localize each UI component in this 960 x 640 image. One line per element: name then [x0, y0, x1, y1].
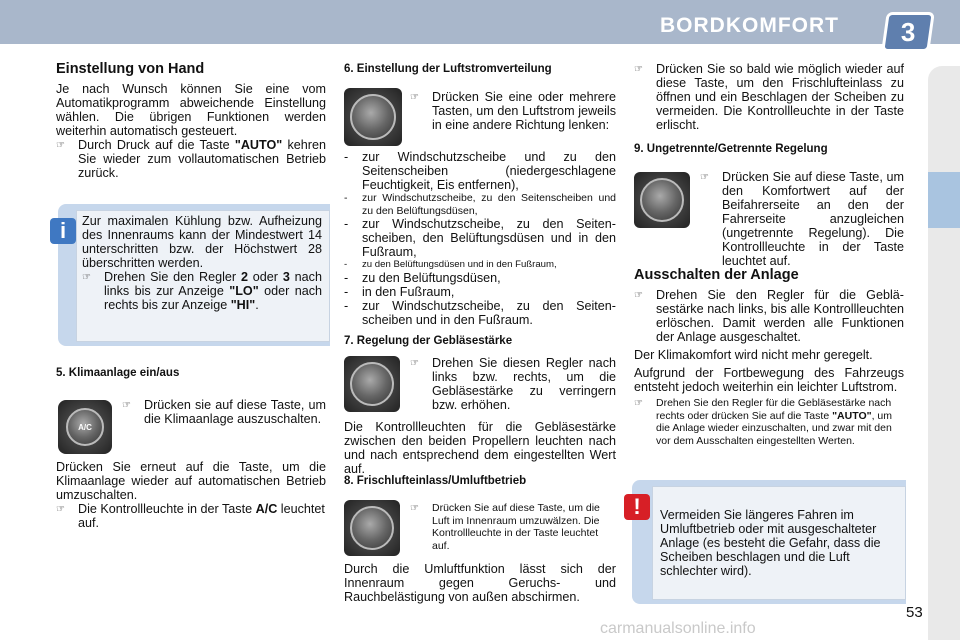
dual-zone-knob-icon [640, 178, 684, 222]
pointing-hand-icon: ☞ [56, 140, 65, 151]
section-6-title: 6. Einstellung der Luftstromverteilung [344, 63, 552, 75]
fan-knob-icon [350, 362, 394, 406]
pointing-hand-icon: ☞ [82, 272, 91, 283]
intro-paragraph: Je nach Wunsch können Sie eine vom Automatikprogramm abweichende Einstellung wählen. Die übrigen Funktionen werden weiterhin automatisch gesteuert. [56, 82, 326, 138]
section-off: Ausschalten der Anlage ☞ Drehen Sie den Regler für die Gebläsestärke nach links, bis alle Kontrollleuchten erlöschen. Damit werden alle Funktionen der Anlage ausgeschaltet. Der Klimakomfort wird nicht mehr geregelt. Aufgrund der Fortbewegung des Fahrzeugs entsteht jedoch weiterhin ein leichter Luftstrom. ☞ Drehen Sie den Regler für die Gebläsestärke nach rechts oder drücken Sie auf die Taste "AUTO", um die Anlage wieder einzuschalten, und zwar mit den vor dem Ausschalten eingestellten Werten. [634, 267, 904, 447]
pointing-hand-icon: ☞ [410, 503, 419, 514]
side-tab-active [928, 172, 960, 228]
section-8-bullet: ☞ Drücken Sie auf diese Taste, um die Luft im Innenraum umzuwälzen. Die Kontrollleuchte in der Taste leuchtet auf. [410, 502, 600, 552]
warning-icon: ! [624, 494, 650, 520]
pointing-hand-icon: ☞ [634, 398, 643, 409]
page-number: 53 [906, 604, 923, 621]
section-6 [344, 62, 616, 76]
page-title: BORDKOMFORT [660, 14, 839, 37]
warning-content [660, 508, 900, 578]
section-8-continued: ☞ Drücken Sie so bald wie möglich wieder auf diese Taste, um den Frischlufteinlass zu öffnen und ein Beschlagen der Scheiben zu vermeiden. Die Kontrollleuchte in der Taste erlischt. [634, 62, 904, 132]
section-5-title: 5. Klimaanlage ein/aus [56, 367, 180, 379]
section-off-heading: Ausschalten der Anlage [634, 267, 799, 283]
watermark: carmanualsonline.info [600, 620, 756, 637]
section-8-text: Durch die Umluftfunktion lässt sich der Innenraum gegen Geruchs- und Rauchbelästigung von außen abschirmen. [344, 562, 616, 604]
section-9-bullet: ☞ Drücken Sie auf diese Taste, um den Komfortwert auf der Beifahrerseite an den der Fahrerseite anzugleichen (ungetrennte Regelung). Die Kontrollleuchte in der Taste leuchtet auf. [700, 170, 904, 268]
pointing-hand-icon: ☞ [634, 290, 643, 301]
pointing-hand-icon: ☞ [122, 400, 131, 411]
list-item: - zur Windschutzscheibe, zu den Seitenscheiben und zu den Belüftungsdüsen, [344, 192, 616, 217]
pointing-hand-icon: ☞ [700, 172, 709, 183]
pointing-hand-icon: ☞ [634, 64, 643, 75]
recirculation-button-icon [350, 506, 394, 550]
section-5-bullet: ☞ Drücken sie auf diese Taste, um die Klimaanlage auszuschalten. [122, 398, 326, 426]
pointing-hand-icon: ☞ [56, 504, 65, 515]
list-item: - zu den Belüftungsdüsen, [344, 271, 501, 285]
bullet-auto: ☞ Durch Druck auf die Taste "AUTO" kehren Sie wieder zum vollautomatischen Betrieb zurück. [56, 138, 326, 180]
chapter-number: 3 [900, 16, 916, 47]
info-bullet: ☞ Drehen Sie den Regler 2 oder 3 nach links bis zur Anzeige "LO" oder nach rechts bis zur Anzeige "HI". [82, 270, 322, 312]
section-heading-manual: Einstellung von Hand [56, 61, 205, 77]
info-text: Zur maximalen Kühlung bzw. Aufheizung des Innenraums kann der Mindestwert 14 unterschritten bzw. der Höchstwert 28 überschritten werden. [82, 214, 322, 270]
air-distribution-knob-icon [350, 94, 396, 140]
column-1 [56, 62, 326, 180]
warning-text: Vermeiden Sie längeres Fahren im Umluftbetrieb oder mit ausgeschalteter Anlage (es besteht die Gefahr, dass die Scheiben beschlagen und die Luft schlechter wird). [660, 508, 881, 578]
side-tab-strip [928, 66, 960, 640]
pointing-hand-icon: ☞ [410, 92, 419, 103]
list-item: - in den Fußraum, [344, 285, 455, 299]
pointing-hand-icon: ☞ [410, 358, 419, 369]
list-item: - zur Windschutzscheibe und zu den Seitenscheiben (niedergeschlagene Feuchtigkeit, Eis entfernen), [344, 150, 616, 192]
section-9-title: 9. Ungetrennte/Getrennte Regelung [634, 143, 828, 155]
list-item: - zur Windschutzscheibe, zu den Seitenscheiben und in den Fußraum. [344, 299, 616, 327]
info-icon: i [50, 218, 76, 244]
section-8-title: 8. Frischlufteinlass/Umluftbetrieb [344, 475, 527, 487]
section-6-list [344, 150, 616, 327]
info-content [82, 214, 322, 312]
ac-button-icon: A/C [66, 408, 104, 446]
section-7-text: Die Kontrollleuchten für die Gebläsestärke zwischen den beiden Propellern leuchten nach und nach entsprechend dem eingestellten Wert auf. [344, 420, 616, 476]
list-item: - zu den Belüftungsdüsen und in den Fußraum, [344, 259, 557, 270]
chapter-tab [881, 12, 935, 52]
section-5-text: Drücken Sie erneut auf die Taste, um die Klimaanlage wieder auf automatischen Betrieb umzuschalten. ☞ Die Kontrollleuchte in der Taste A/C leuchtet auf. [56, 460, 326, 530]
list-item: - zur Windschutzscheibe, zu den Seitenscheiben, den Belüftungsdüsen und in den Fußraum, [344, 217, 616, 259]
section-7-title: 7. Regelung der Gebläsestärke [344, 335, 513, 347]
section-9 [634, 142, 904, 156]
section-7 [344, 334, 616, 348]
section-6-bullet: ☞ Drücken Sie eine oder mehrere Tasten, um den Luftstrom jeweils in eine andere Richtung lenken: [410, 90, 616, 132]
section-5 [56, 366, 326, 380]
section-7-bullet: ☞ Drehen Sie diesen Regler nach links bzw. rechts, um die Gebläsestärke zu verringern bzw. erhöhen. [410, 356, 616, 412]
auto-key: "AUTO" [234, 138, 283, 152]
section-8 [344, 474, 616, 488]
